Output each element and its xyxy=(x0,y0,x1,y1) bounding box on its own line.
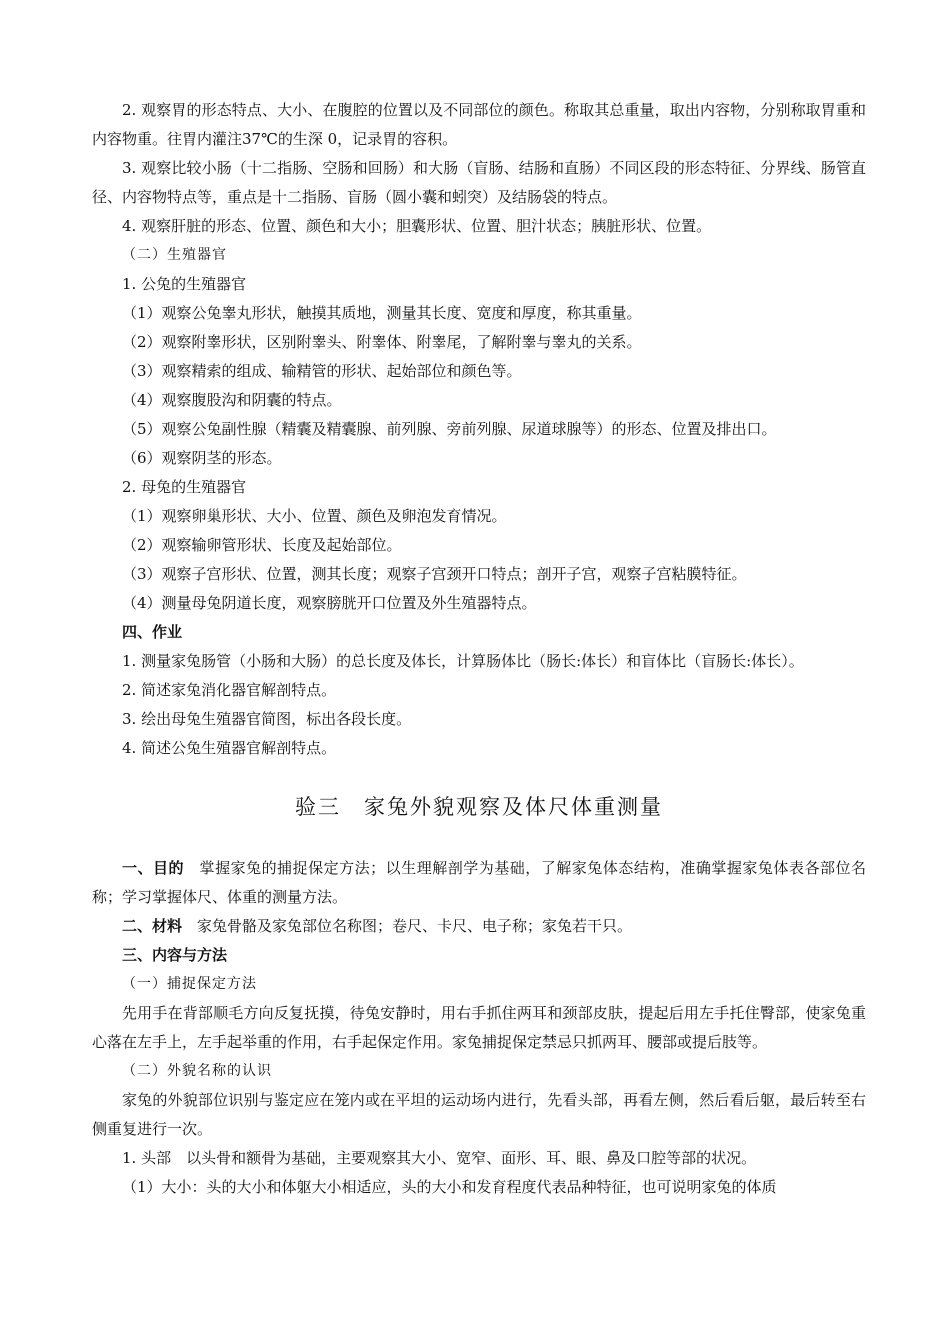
purpose-text: 掌握家兔的捕捉保定方法；以生理解剖学为基础，了解家兔体态结构，准确掌握家兔体表各部位名称；学习掌握体尺、体重的测量方法。 xyxy=(92,859,866,906)
homework-heading: 四、作业 xyxy=(122,623,183,641)
list-item: （1）观察卵巢形状、大小、位置、颜色及卵泡发育情况。 xyxy=(122,507,507,525)
paragraph-capture: 先用手在背部顺毛方向反复抚摸，待兔安静时，用右手抓住两耳和颈部皮肤，提起后用左手托住臀部，使家兔重心落在左手上，左手起举重的作用，右手起保定作用。家兔捕捉保定禁忌只抓两耳、腰部或提后肢等。 xyxy=(92,1004,866,1051)
list-item: （1）观察公兔睾丸形状，触摸其质地，测量其长度、宽度和厚度，称其重量。 xyxy=(122,304,642,322)
material-paragraph xyxy=(92,912,866,941)
paragraph-intestine: 3. 观察比较小肠（十二指肠、空肠和回肠）和大肠（盲肠、结肠和直肠）不同区段的形态特征、分界线、肠管直径、内容物特点等，重点是十二指肠、盲肠（圆小囊和蚓突）及结肠袋的特点。 xyxy=(92,159,866,206)
list-item: （2）观察输卵管形状、长度及起始部位。 xyxy=(122,536,402,554)
experiment-title: 验三 家兔外貌观察及体尺体重测量 xyxy=(295,795,663,819)
list-item: 3. 绘出母兔生殖器官简图，标出各段长度。 xyxy=(122,710,412,728)
male-organs-title: 1. 公兔的生殖器官 xyxy=(122,275,247,293)
section-reproductive-heading: （二）生殖器官 xyxy=(122,247,227,263)
method-heading: 三、内容与方法 xyxy=(122,946,228,964)
paragraph-size: （1）大小：头的大小和体躯大小相适应，头的大小和发育程度代表品种特征，也可说明家兔的体质 xyxy=(122,1178,777,1196)
material-label: 二、材料 xyxy=(122,917,183,935)
paragraph-liver: 4. 观察肝脏的形态、位置、颜色和大小；胆囊形状、位置、胆汁状态；胰脏形状、位置。 xyxy=(122,217,712,235)
list-item: （2）观察附睾形状，区别附睾头、附睾体、附睾尾，了解附睾与睾丸的关系。 xyxy=(122,333,642,351)
list-item: （3）观察精索的组成、输精管的形状、起始部位和颜色等。 xyxy=(122,362,522,380)
paragraph-stomach: 2. 观察胃的形态特点、大小、在腹腔的位置以及不同部位的颜色。称取其总重量，取出内容物，分别称取胃重和内容物重。往胃内灌注37℃的生深 0，记录胃的容积。 xyxy=(92,101,866,148)
paragraph-appearance: 家兔的外貌部位识别与鉴定应在笼内或在平坦的运动场内进行，先看头部，再看左侧，然后看后躯，最后转至右侧重复进行一次。 xyxy=(92,1091,866,1138)
paragraph-head: 1. 头部 以头骨和额骨为基础，主要观察其大小、宽窄、面形、耳、眼、鼻及口腔等部的状况。 xyxy=(122,1149,757,1167)
subsection-appearance: （二）外貌名称的认识 xyxy=(122,1063,272,1079)
list-item: （4）观察腹股沟和阴囊的特点。 xyxy=(122,391,342,409)
subsection-capture: （一）捕捉保定方法 xyxy=(122,976,257,992)
list-item: 4. 简述公兔生殖器官解剖特点。 xyxy=(122,739,337,757)
document-page xyxy=(92,96,866,1202)
material-text: 家兔骨骼及家兔部位名称图；卷尺、卡尺、电子称；家兔若干只。 xyxy=(182,917,633,935)
list-item: 1. 测量家兔肠管（小肠和大肠）的总长度及体长，计算肠体比（肠长:体长）和盲体比（盲肠长:体长）。 xyxy=(122,652,804,670)
purpose-label: 一、目的 xyxy=(122,859,185,877)
list-item: （5）观察公兔副性腺（精囊及精囊腺、前列腺、旁前列腺、尿道球腺等）的形态、位置及排出口。 xyxy=(122,420,777,438)
list-item: 2. 简述家兔消化器官解剖特点。 xyxy=(122,681,337,699)
female-organs-title: 2. 母兔的生殖器官 xyxy=(122,478,247,496)
list-item: （6）观察阴茎的形态。 xyxy=(122,449,282,467)
list-item: （3）观察子宫形状、位置，测其长度；观察子宫颈开口特点；剖开子宫，观察子宫粘膜特征。 xyxy=(122,565,747,583)
list-item: （4）测量母兔阴道长度，观察膀胱开口位置及外生殖器特点。 xyxy=(122,594,537,612)
purpose-paragraph xyxy=(92,854,866,912)
